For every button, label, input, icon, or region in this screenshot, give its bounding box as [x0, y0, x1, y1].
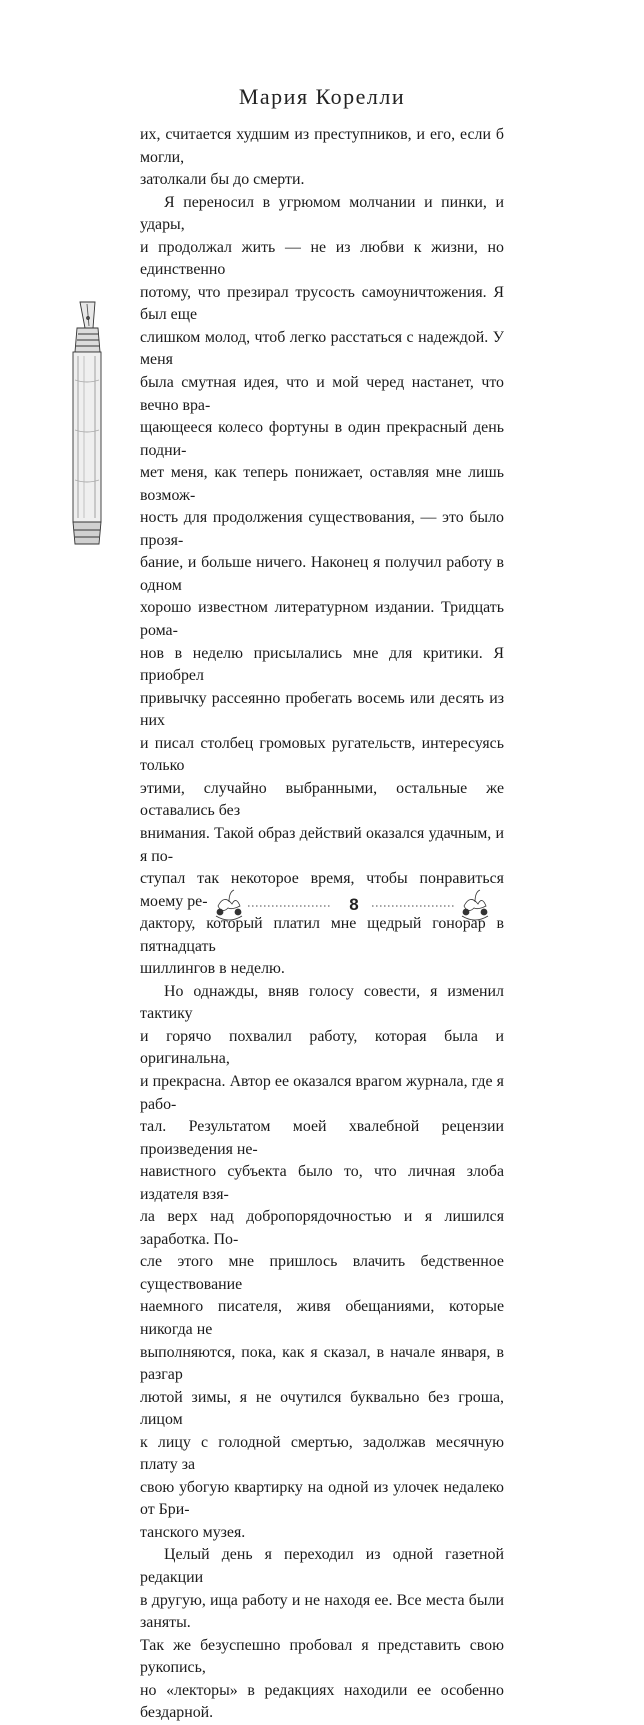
text-line: шиллингов в неделю.	[140, 960, 285, 978]
text-line: и прекрасна. Автор ее оказался врагом журнала, где я рабо-	[140, 1072, 504, 1113]
text-line: потому, что презирал трусость самоуничтожения. Я был еще	[140, 283, 504, 324]
fleuron-icon	[216, 890, 242, 920]
text-line: этими, случайно выбранными, остальные же оставались без	[140, 779, 504, 820]
text-line: выполняются, пока, как я сказал, в начале января, в разгар	[140, 1343, 504, 1384]
text-line: сле этого мне пришлось влачить бедственное существование	[140, 1253, 504, 1293]
fleuron-icon	[462, 890, 488, 920]
text-line: их, считается худшим из преступников, и его, если б могли,	[140, 126, 504, 166]
text-line: затолкали бы до смерти.	[140, 171, 305, 189]
page-number: 8	[349, 895, 359, 914]
text-line: Целый день я переходил из одной газетной редакции	[140, 1546, 504, 1586]
text-line: и горячо похвалил работу, которая была и оригинальна,	[140, 1027, 504, 1068]
text-line: лютой зимы, я не очутился буквально без гроша, лицом	[140, 1388, 504, 1429]
text-line: дактору, который платил мне щедрый гонорар в пятнадцать	[140, 915, 504, 955]
text-line: мет меня, как теперь понижает, оставляя мне лишь возмож-	[140, 464, 504, 504]
running-head: Мария Корелли	[238, 84, 406, 109]
text-line: свою убогую квартирку на одной из улочек недалеко от Бри-	[140, 1478, 504, 1519]
text-line: и продолжал жить — не из любви к жизни, но единственно	[140, 238, 504, 279]
text-line: тал. Результатом моей хвалебной рецензии произведения не-	[140, 1118, 504, 1158]
text-line: нов в неделю присылались мне для критики. Я приобрел	[140, 644, 504, 685]
text-line: ность для продолжения существования, — это было прозя-	[140, 509, 504, 549]
text-line: и писал столбец громовых ругательств, интересуясь только	[140, 734, 504, 775]
text-line: Я переносил в угрюмом молчании и пинки, и удары,	[140, 193, 504, 234]
text-line: наемного писателя, живя обещаниями, которые никогда не	[140, 1298, 504, 1338]
text-line: Так же безуспешно пробовал я представить свою рукопись,	[140, 1636, 504, 1677]
fountain-pen-icon	[62, 300, 110, 550]
text-line: внимания. Такой образ действий оказался удачным, и я по-	[140, 824, 504, 865]
text-line: ступал так некоторое время, чтобы понравиться моему ре-	[140, 870, 504, 910]
text-line: хорошо известном литературном издании. Тридцать рома-	[140, 599, 504, 640]
text-line: слишком молод, чтоб легко расстаться с надеждой. У меня	[140, 328, 504, 369]
text-line: в другую, ища работу и не находя ее. Все места были заняты.	[140, 1591, 504, 1632]
text-line: но «лекторы» в редакциях находили ее особенно бездарной.	[140, 1681, 504, 1722]
text-line: ла верх над добропорядочностью и я лишился заработка. По-	[140, 1208, 504, 1248]
text-line: к лицу с голодной смертью, задолжав месячную плату за	[140, 1433, 504, 1474]
text-line: щающееся колесо фортуны в один прекрасный день подни-	[140, 419, 504, 459]
text-line: навистного субъекта было то, что личная злоба издателя взя-	[140, 1163, 504, 1203]
text-line: танского музея.	[140, 1523, 246, 1541]
text-line: была смутная идея, что и мой черед настанет, что вечно вра-	[140, 374, 504, 414]
text-line: привычку рассеянно пробегать восемь или десять из них	[140, 689, 504, 730]
text-line: Но однажды, вняв голосу совести, я изменил тактику	[140, 982, 504, 1023]
text-line: бание, и больше ничего. Наконец я получил работу в одном	[140, 554, 504, 594]
